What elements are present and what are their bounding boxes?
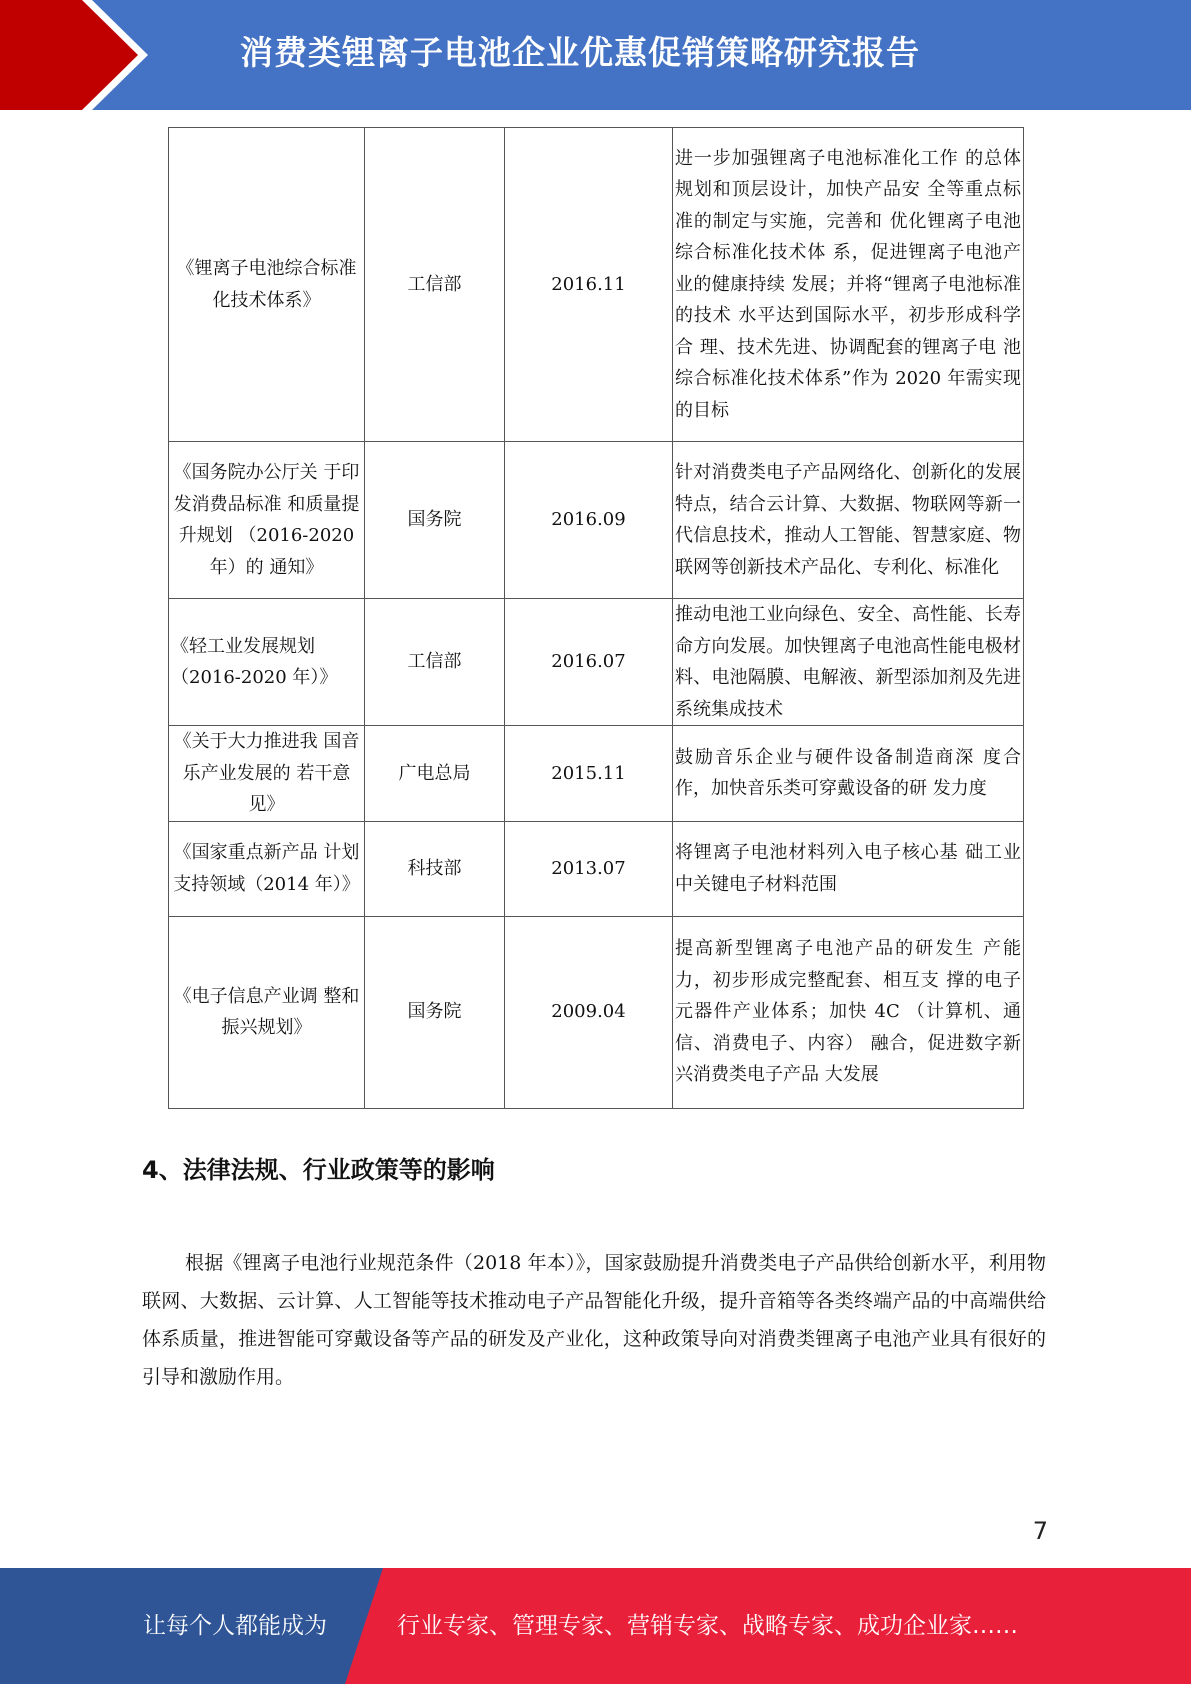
policy-name: 《国务院办公厅关 于印发消费品标准 和质量提升规划 （2016-2020 年）的 通知》 xyxy=(169,442,365,599)
page-number: 7 xyxy=(1032,1517,1048,1545)
section-heading: 4、法律法规、行业政策等的影响 xyxy=(142,1156,495,1184)
report-title: 消费类锂离子电池企业优惠促销策略研究报告 xyxy=(240,33,920,72)
policy-name: 《电子信息产业调 整和振兴规划》 xyxy=(169,916,365,1108)
policy-date: 2016.09 xyxy=(505,442,673,599)
policy-date: 2013.07 xyxy=(505,821,673,916)
policy-description: 将锂离子电池材料列入电子核心基 础工业中关键电子材料范围 xyxy=(673,821,1024,916)
table-row xyxy=(169,599,1024,726)
policy-table xyxy=(168,127,1024,1109)
footer-slogan-left: 让每个人都能成为 xyxy=(143,1613,327,1639)
policy-description: 针对消费类电子产品网络化、创新化的发展特点，结合云计算、大数据、物联网等新一代信息技术，推动人工智能、智慧家庭、物联网等创新技术产品化、专利化、标准化 xyxy=(673,442,1024,599)
table-row xyxy=(169,442,1024,599)
policy-date: 2015.11 xyxy=(505,726,673,822)
policy-department: 工信部 xyxy=(365,128,505,442)
policy-department: 工信部 xyxy=(365,599,505,726)
policy-description: 提高新型锂离子电池产品的研发生 产能力，初步形成完整配套、相互支 撑的电子元器件产业体系；加快 4C （计算机、通信、消费电子、内容） 融合，促进数字新兴消费类电子产品 大发展 xyxy=(673,916,1024,1108)
table-row xyxy=(169,821,1024,916)
table-row xyxy=(169,916,1024,1108)
policy-department: 广电总局 xyxy=(365,726,505,822)
policy-date: 2009.04 xyxy=(505,916,673,1108)
policy-date: 2016.07 xyxy=(505,599,673,726)
footer-slogan-right: 行业专家、管理专家、营销专家、战略专家、成功企业家…… xyxy=(397,1613,1018,1639)
policy-department: 国务院 xyxy=(365,916,505,1108)
policy-name: 《国家重点新产品 计划支持领域（2014 年）》 xyxy=(169,821,365,916)
policy-date: 2016.11 xyxy=(505,128,673,442)
policy-name: 《锂离子电池综合标准化技术体系》 xyxy=(169,128,365,442)
policy-description: 进一步加强锂离子电池标准化工作 的总体规划和顶层设计，加快产品安 全等重点标准的制定与实施，完善和 优化锂离子电池综合标准化技术体 系，促进锂离子电池产业的健康持续 发展；并将“锂离子电池标准的技术 水平达到国际水平，初步形成科学合 理、技术先进、协调配套的锂离子电 池综合标准化技术体系”作为 2020 年需实现的目标 xyxy=(673,128,1024,442)
page-footer xyxy=(0,1568,1191,1684)
table-row xyxy=(169,726,1024,822)
table-row xyxy=(169,128,1024,442)
policy-description: 推动电池工业向绿色、安全、高性能、长寿命方向发展。加快锂离子电池高性能电极材料、电池隔膜、电解液、新型添加剂及先进系统集成技术 xyxy=(673,599,1024,726)
policy-name: 《关于大力推进我 国音乐产业发展的 若干意见》 xyxy=(169,726,365,822)
policy-description: 鼓励音乐企业与硬件设备制造商深 度合作，加快音乐类可穿戴设备的研 发力度 xyxy=(673,726,1024,822)
policy-department: 国务院 xyxy=(365,442,505,599)
page-header xyxy=(0,0,1191,110)
policy-name: 《轻工业发展规划（2016-2020 年）》 xyxy=(169,599,365,726)
policy-department: 科技部 xyxy=(365,821,505,916)
section-paragraph: 根据《锂离子电池行业规范条件（2018 年本）》，国家鼓励提升消费类电子产品供给创新水平，利用物联网、大数据、云计算、人工智能等技术推动电子产品智能化升级，提升音箱等各类终端产品的中高端供给体系质量，推进智能可穿戴设备等产品的研发及产业化，这种政策导向对消费类锂离子电池产业具有很好的引导和激励作用。 xyxy=(142,1252,1046,1388)
